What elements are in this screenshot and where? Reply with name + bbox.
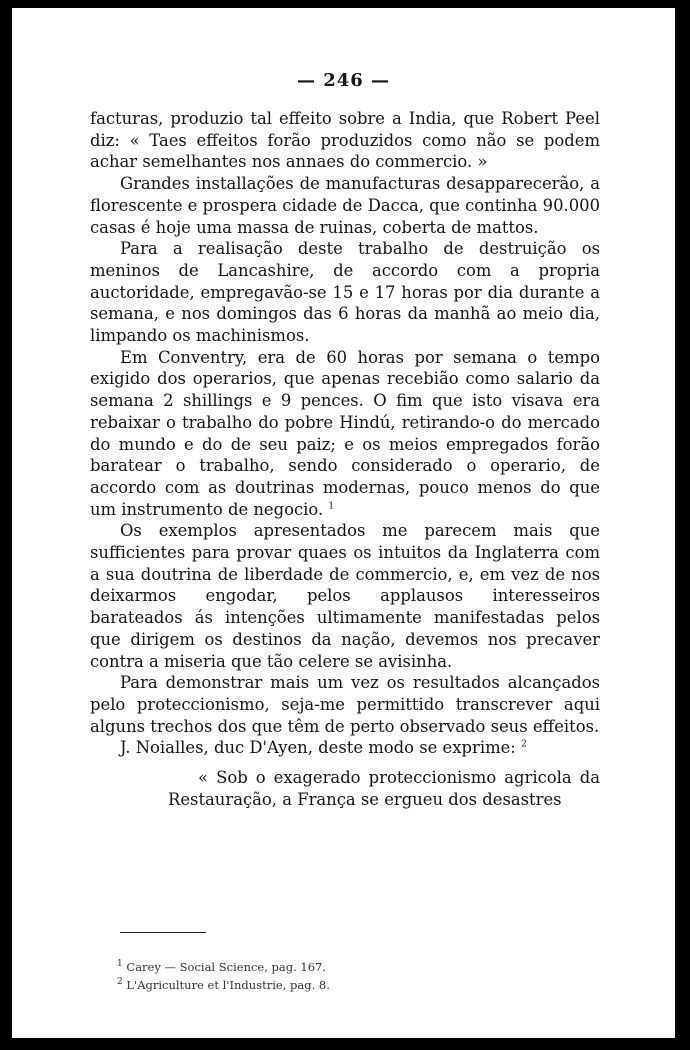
footnote-mark: 2 <box>117 977 123 988</box>
footnote-mark: 1 <box>117 959 123 970</box>
footnote <box>117 976 330 994</box>
footnote-divider <box>120 932 206 933</box>
paragraph: J. Noialles, duc D'Ayen, deste modo se exprime: $^2$ <box>120 738 527 758</box>
footnote <box>117 958 330 976</box>
paragraph: facturas, produzio tal effeito sobre a India, que Robert Peel diz: « Taes effeitos forão produzidos como não se podem achar semelhantes nos annaes do commercio. » <box>90 109 600 172</box>
page-number: — 246 — <box>296 70 391 91</box>
footnote-text: L'Agriculture et l'Industrie, pag. 8. <box>126 978 330 992</box>
footnotes <box>117 958 330 994</box>
paragraph: Os exemplos apresentados me parecem mais que sufficientes para provar quaes os intuitos da Inglaterra com a sua doutrina de liberdade de commercio, e, em vez de nos deixarmos engodar, pelos applausos interesseiros barateados ás intenções ultimamente manifestadas pelos que dirigem os destinos da nação, devemos nos precaver contra a miseria que tão celere se avisinha. <box>90 521 600 671</box>
paragraph: Para demonstrar mais um vez os resultados alcançados pelo proteccionismo, seja-me permittido transcrever aqui alguns trechos dos que têm de perto observado seus effeitos. <box>90 673 600 736</box>
body-text <box>90 108 600 811</box>
footnote-text: Carey — Social Science, pag. 167. <box>126 960 327 974</box>
paragraph: Grandes installações de manufacturas desapparecerão, a florescente e prospera cidade de Dacca, que continha 90.000 casas é hoje uma massa de ruinas, coberta de mattos. <box>90 174 600 237</box>
paragraph: Em Conventry, era de 60 horas por semana o tempo exigido dos operarios, que apenas recebião como salario da semana 2 shillings e 9 pences. O fim que isto visava era rebaixar o trabalho do pobre Hindú, retirando-o do mercado do mundo e do de seu paiz; e os meios empregados forão baratear o trabalho, sendo considerado o operario, de accordo com as doutrinas modernas, pouco menos do que um instrumento de negocio. $^1$ <box>90 347 600 519</box>
footnote-ref[interactable]: 1 <box>328 501 335 512</box>
block-quote: « Sob o exagerado proteccionismo agricola da Restauração, a França se ergueu dos desastres <box>168 768 600 809</box>
book-page <box>12 8 675 1038</box>
footnote-ref[interactable]: 2 <box>521 739 527 750</box>
paragraph: Para a realisação deste trabalho de destruição os meninos de Lancashire, de accordo com a propria auctoridade, empregavão-se 15 e 17 horas por dia durante a semana, e nos domingos das 6 horas da manhã ao meio dia, limpando os machinismos. <box>90 239 600 346</box>
